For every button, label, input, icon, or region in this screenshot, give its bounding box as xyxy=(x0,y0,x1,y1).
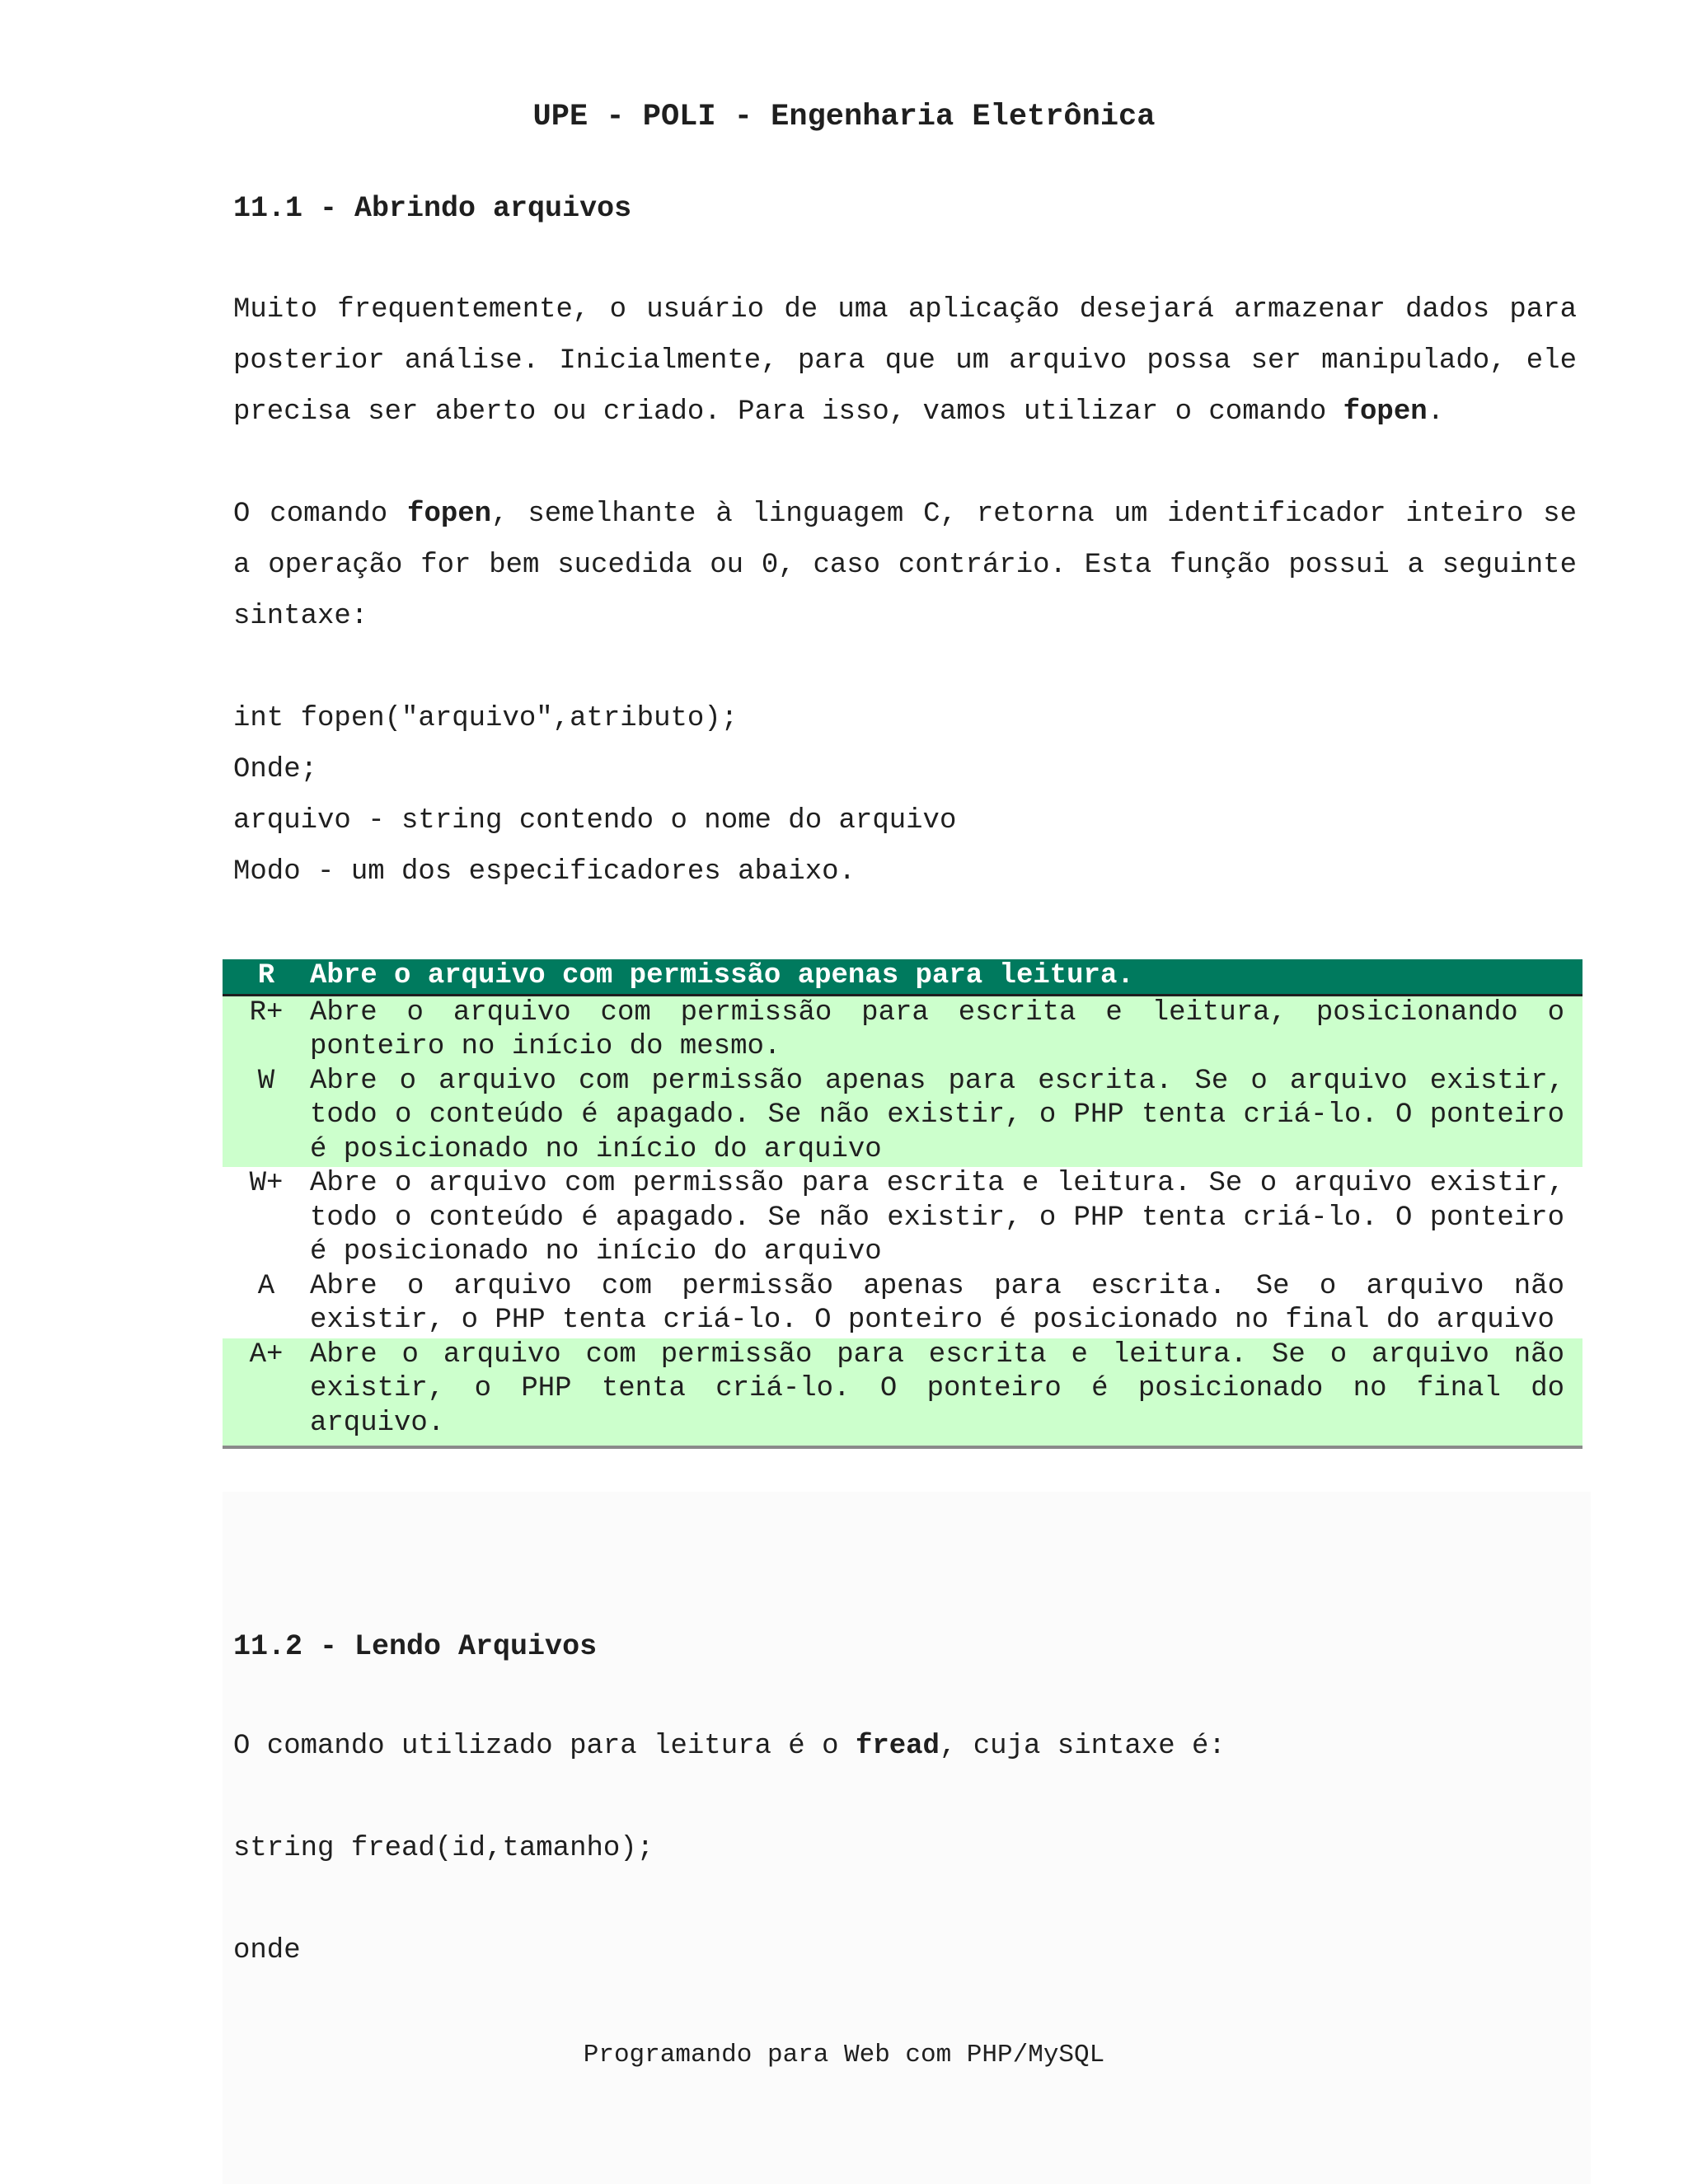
mode-description: Abre o arquivo com permissão apenas para leitura. xyxy=(310,960,1134,991)
where-label-2: onde xyxy=(233,1935,301,1966)
mode-description: Abre o arquivo com permissão apenas para escrita. Se o arquivo não existir, o PHP tenta criá-lo. O ponteiro é posicionado no final do arquivo xyxy=(310,1270,1564,1336)
mode-description: Abre o arquivo com permissão para escrita e leitura. Se o arquivo existir, todo o conteúdo é apagado. Se não existir, o PHP tenta criá-lo. O ponteiro é posicionado no início do arquivo xyxy=(310,1168,1564,1268)
paragraph-fopen-start: O comando xyxy=(233,499,408,530)
section-heading-open-files: 11.1 - Abrindo arquivos xyxy=(233,192,632,225)
paragraph-fread-start: O comando utilizado para leitura é o xyxy=(233,1731,856,1762)
arg-modo: Modo - um dos especificadores abaixo. xyxy=(233,856,856,888)
paragraph-fread xyxy=(233,1721,1226,1772)
command-fread: fread xyxy=(855,1731,940,1762)
page-header: UPE - POLI - Engenharia Eletrônica xyxy=(532,100,1156,134)
paragraph-fread-end: , cuja sintaxe é: xyxy=(939,1731,1226,1762)
mode-description: Abre o arquivo com permissão para escrita e leitura, posicionando o ponteiro no início do mesmo. xyxy=(310,996,1564,1062)
table-row xyxy=(223,1065,1582,1168)
table-row xyxy=(223,1338,1582,1446)
command-fopen-2: fopen xyxy=(407,499,492,530)
paragraph-intro xyxy=(233,284,1577,438)
fopen-syntax: int fopen("arquivo",atributo); xyxy=(233,703,738,734)
page-footer: Programando para Web com PHP/MySQL xyxy=(583,2041,1105,2069)
table-row xyxy=(223,1270,1582,1338)
paragraph-fopen-text: , semelhante à linguagem C, retorna um identificador inteiro se a operação for bem sucedida ou 0, caso contrário. Esta função possui a seguinte sintaxe: xyxy=(233,499,1577,632)
table-row xyxy=(223,959,1582,996)
mode-code: A xyxy=(257,1270,275,1302)
arg-arquivo: arquivo - string contendo o nome do arquivo xyxy=(233,805,957,837)
table-row xyxy=(223,996,1582,1065)
section-heading-read-files: 11.2 - Lendo Arquivos xyxy=(233,1630,598,1663)
mode-code: A+ xyxy=(249,1338,284,1371)
mode-description: Abre o arquivo com permissão apenas para escrita. Se o arquivo existir, todo o conteúdo é apagado. Se não existir, o PHP tenta criá-lo. O ponteiro é posicionado no início do arquivo xyxy=(310,1065,1564,1165)
paragraph-intro-text: Muito frequentemente, o usuário de uma aplicação desejará armazenar dados para posterior análise. Inicialmente, para que um arquivo possa ser manipulado, ele precisa ser aberto ou criado. Para isso, vamos utilizar o comando xyxy=(233,294,1577,428)
paragraph-fopen xyxy=(233,489,1577,642)
fread-syntax: string fread(id,tamanho); xyxy=(233,1833,654,1864)
mode-code: R+ xyxy=(249,996,284,1029)
mode-code: W+ xyxy=(249,1168,284,1199)
mode-description: Abre o arquivo com permissão para escrita e leitura. Se o arquivo não existir, o PHP tenta criá-lo. O ponteiro é posicionado no final do arquivo. xyxy=(310,1338,1564,1439)
modes-table xyxy=(223,959,1582,1449)
mode-code: W xyxy=(257,1065,275,1097)
where-label: Onde; xyxy=(233,754,318,785)
table-row xyxy=(223,1167,1582,1270)
mode-code: R xyxy=(257,960,275,991)
paragraph-intro-end: . xyxy=(1427,396,1445,428)
command-fopen: fopen xyxy=(1343,396,1428,428)
